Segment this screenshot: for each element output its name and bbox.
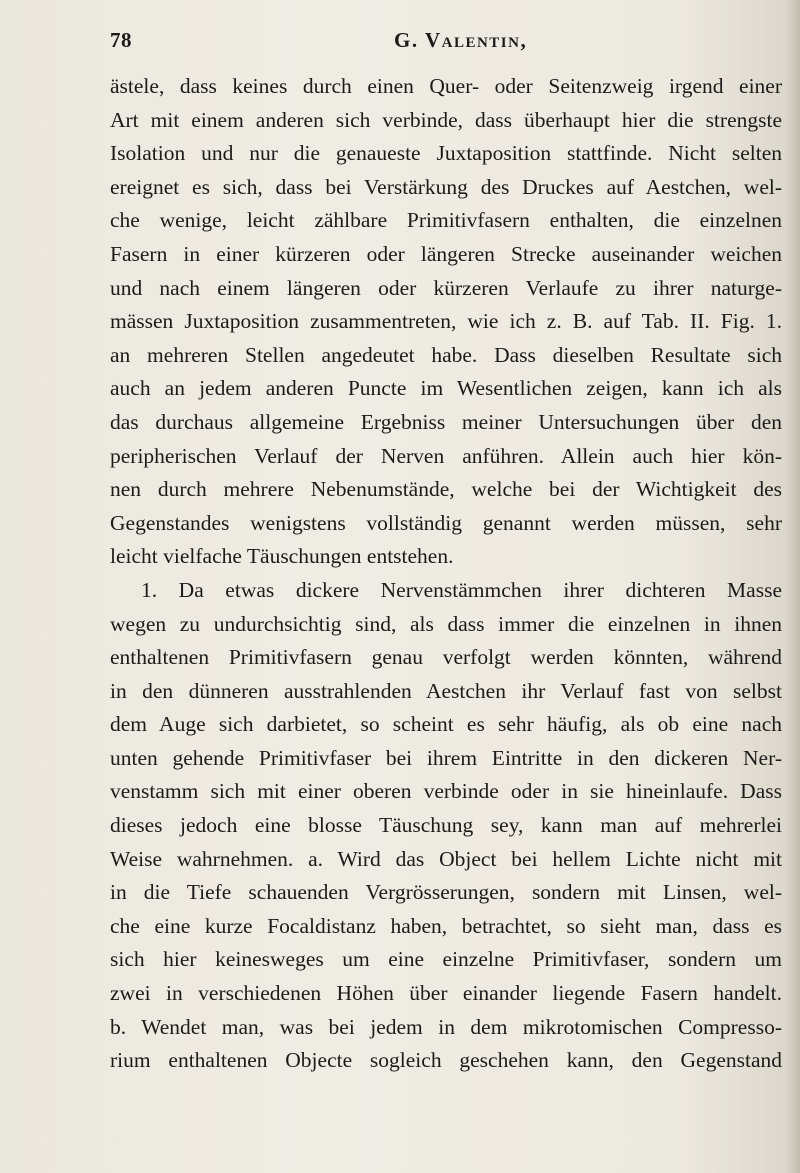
text-line: dieses jedoch eine blosse Täuschung sey, kann man auf mehrerlei (110, 813, 782, 838)
text-line: che eine kurze Focaldistanz haben, betrachtet, so sieht man, dass es (110, 913, 782, 938)
text-line: ereignet es sich, dass bei Verstärkung des Druckes auf Aestchen, wel- (110, 174, 782, 199)
text-line: in den dünneren ausstrahlenden Aestchen ihr Verlauf fast von selbst (110, 678, 782, 703)
text-line: in die Tiefe schauenden Vergrösserungen, sondern mit Linsen, wel- (110, 880, 782, 905)
text-line: Art mit einem anderen sich verbinde, dass überhaupt hier die strengste (110, 107, 782, 132)
text-line-paragraph-end: leicht vielfache Täuschungen entstehen. (110, 544, 454, 569)
page-number: 78 (110, 28, 132, 52)
text-line: b. Wendet man, was bei jedem in dem mikrotomischen Compresso- (110, 1014, 782, 1039)
text-line: unten gehende Primitivfaser bei ihrem Eintritte in den dickeren Ner- (110, 745, 782, 770)
text-line: che wenige, leicht zählbare Primitivfasern enthalten, die einzelnen (110, 208, 782, 233)
text-line: das durchaus allgemeine Ergebniss meiner Untersuchungen über den (110, 409, 782, 434)
text-line: auch an jedem anderen Puncte im Wesentlichen zeigen, kann ich als (110, 376, 782, 401)
body-text (110, 70, 782, 1078)
text-line: ästele, dass keines durch einen Quer- oder Seitenzweig irgend einer (110, 74, 782, 98)
text-line: sich hier keinesweges um eine einzelne Primitivfaser, sondern um (110, 947, 782, 972)
text-line: Weise wahrnehmen. a. Wird das Object bei hellem Lichte nicht mit (110, 846, 782, 871)
text-line-paragraph-start: 1. Da etwas dickere Nervenstämmchen ihrer dichteren Masse (141, 577, 782, 602)
page-header (110, 28, 780, 54)
page-edge-shadow (786, 0, 800, 1173)
text-line: nen durch mehrere Nebenumstände, welche bei der Wichtigkeit des (110, 477, 782, 502)
text-line: und nach einem längeren oder kürzeren Verlaufe zu ihrer naturge- (110, 275, 782, 300)
text-line: dem Auge sich darbietet, so scheint es sehr häufig, als ob eine nach (110, 712, 782, 737)
text-line: peripherischen Verlauf der Nerven anführen. Allein auch hier kön- (110, 443, 782, 468)
text-line: rium enthaltenen Objecte sogleich geschehen kann, den Gegenstand (110, 1048, 782, 1073)
text-line: wegen zu undurchsichtig sind, als dass immer die einzelnen in ihnen (110, 611, 782, 636)
text-line: Fasern in einer kürzeren oder längeren Strecke auseinander weichen (110, 241, 782, 266)
text-line: zwei in verschiedenen Höhen über einander liegende Fasern handelt. (110, 981, 782, 1006)
text-line: enthaltenen Primitivfasern genau verfolgt werden könnten, während (110, 645, 782, 670)
text-line: Isolation und nur die genaueste Juxtaposition stattfinde. Nicht selten (110, 141, 782, 166)
text-line: Gegenstandes wenigstens vollständig genannt werden müssen, sehr (110, 510, 782, 535)
running-head: G. Valentin, (394, 28, 528, 52)
text-line: mässen Juxtaposition zusammentreten, wie ich z. B. auf Tab. II. Fig. 1. (110, 309, 782, 334)
text-line: an mehreren Stellen angedeutet habe. Dass dieselben Resultate sich (110, 342, 782, 367)
text-line: venstamm sich mit einer oberen verbinde oder in sie hineinlaufe. Dass (110, 779, 782, 804)
